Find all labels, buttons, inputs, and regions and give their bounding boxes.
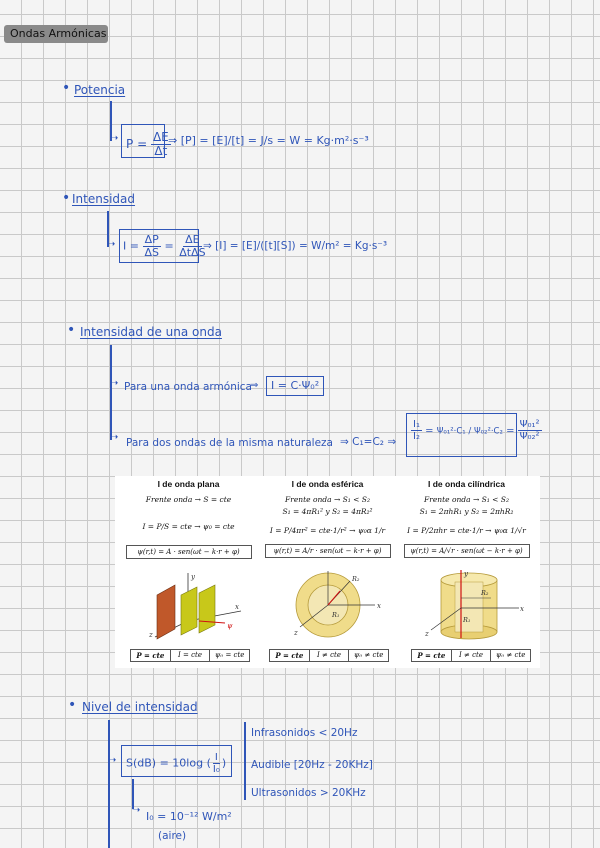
foot-cell: I ≠ cte: [452, 650, 492, 661]
col-esferica-foot: [269, 649, 389, 662]
col-extra: S₁ = 4πR₁² y S₂ = 4πR₂²: [282, 507, 373, 516]
range-audible: Audible [20Hz - 20KHz]: [251, 759, 373, 771]
radius-label: R₂: [352, 575, 360, 583]
dos-ondas-formula: $\frac{\text{I₁}}{\text{I₂}}$ = Ψ₀₁²·C₁ / Ψ₀₂²·C₂ = $\frac{\text{Ψ₀₁²}}{\text{Ψ₀₂²}}$: [413, 419, 540, 442]
potencia-formula: P = $\frac{\Delta E}{\Delta t}$: [126, 130, 169, 159]
radius-label: R₂: [481, 589, 489, 597]
col-title: I de onda cilíndrica: [428, 479, 505, 489]
plane-wave-figure: [143, 571, 243, 641]
axis-label: z: [149, 631, 153, 639]
brace-line: [244, 722, 246, 800]
bullet-dot: •: [68, 697, 77, 713]
axis-label: x: [235, 603, 239, 611]
range-ultrasonidos: Ultrasonidos > 20KHz: [251, 787, 366, 799]
connector-line: [110, 345, 112, 440]
bullet-dot: •: [62, 190, 71, 206]
col-title: I de onda esférica: [291, 479, 364, 489]
col-front: Frente onda → S₁ < S₂: [424, 495, 509, 504]
arrow-icon: ➝: [107, 239, 116, 250]
intensidad-units: ⇒ [I] = [E]/([t][S]) = W/m² = Kg·s⁻³: [203, 240, 388, 252]
arrow-icon: ➝: [108, 755, 117, 766]
axis-label: z: [294, 629, 298, 637]
dos-ondas-mid: ⇒ C₁=C₂ ⇒: [340, 436, 397, 448]
axis-label: x: [520, 605, 524, 613]
foot-cell: ψ₀ ≠ cte: [495, 651, 526, 659]
armonica-formula: I = C·Ψ₀²: [271, 379, 320, 392]
col-formula: I = P/4πr² = cte·1/r² → ψ₀α 1/r: [269, 526, 386, 535]
axis-label: x: [377, 602, 381, 610]
arrow-icon: ➝: [110, 133, 119, 144]
reference-intensity: I₀ = 10⁻¹² W/m²: [146, 810, 232, 823]
foot-cell: P = cte: [270, 650, 310, 661]
psi-label: ψ: [227, 622, 233, 630]
foot-cell: ψ₀ = cte: [214, 651, 245, 659]
axis-label: z: [425, 630, 429, 638]
onda-types-card: [115, 476, 540, 668]
bullet-dot: •: [62, 80, 71, 96]
foot-cell: I = cte: [171, 650, 211, 661]
section-title-intensidad: Intensidad: [72, 192, 136, 206]
col-psi: ψ(r,t) = A · sen(ωt − k·r + φ): [126, 545, 252, 559]
col-front: Frente onda → S = cte: [145, 495, 232, 504]
radius-label: R₁: [332, 611, 340, 619]
col-formula: I = P/S = cte → ψ₀ = cte: [142, 522, 235, 531]
arrow-icon: ⇒: [250, 380, 259, 391]
intensidad-formula: I = $\frac{\Delta P}{\Delta S}$ = $\frac{\Delta E}{\text{ΔtΔS}}$: [123, 233, 206, 260]
foot-cell: I ≠ cte: [310, 650, 350, 661]
sub-dos-ondas-label: Para dos ondas de la misma naturaleza: [126, 437, 333, 449]
axis-label: y: [464, 570, 468, 578]
col-esferica: [260, 476, 395, 637]
arrow-icon: ➝: [110, 378, 119, 389]
bullet-dot: •: [67, 322, 76, 338]
col-cilindrica: [399, 476, 534, 638]
section-title-intensidad-onda: Intensidad de una onda: [80, 325, 222, 339]
arrow-icon: ➝: [132, 805, 141, 816]
col-front: Frente onda → S₁ < S₂: [285, 495, 370, 504]
sub-armonica-label: Para una onda armónica: [124, 381, 252, 393]
col-psi: ψ(r,t) = A/r · sen(ωt − k·r + φ): [265, 544, 391, 558]
col-psi: ψ(r,t) = A/√r · sen(ωt − k·r + φ): [404, 544, 530, 558]
reference-note: (aire): [158, 830, 187, 842]
section-title-nivel: Nivel de intensidad: [82, 700, 198, 714]
nivel-formula: S(dB) = 10log ( $\frac{I}{\text{I₀}}$ ): [126, 752, 227, 775]
col-formula: I = P/2πhr = cte·1/r → ψ₀α 1/√r: [407, 526, 526, 535]
col-cilindrica-foot: [411, 649, 531, 662]
radius-label: R₁: [463, 616, 471, 624]
connector-line: [108, 720, 110, 848]
potencia-units: ⇒ [P] = [E]/[t] = J/s = W = Kg·m²·s⁻³: [168, 134, 369, 147]
foot-cell: P = cte: [131, 650, 171, 661]
axis-label: y: [191, 573, 195, 581]
arrow-icon: ➝: [110, 432, 119, 443]
col-plana: [121, 476, 256, 639]
range-infrasonidos: Infrasonidos < 20Hz: [251, 727, 358, 739]
col-title: I de onda plana: [157, 479, 220, 489]
foot-cell: P = cte: [412, 650, 452, 661]
page-tab[interactable]: Ondas Armónicas: [4, 25, 108, 43]
cylindrical-wave-figure: [421, 568, 526, 642]
col-extra: S₁ = 2πhR₁ y S₂ = 2πhR₂: [419, 507, 514, 516]
col-plana-foot: [130, 649, 250, 662]
section-title-potencia: Potencia: [74, 83, 126, 97]
spherical-wave-figure: [280, 569, 385, 641]
foot-cell: ψ₀ ≠ cte: [353, 651, 384, 659]
